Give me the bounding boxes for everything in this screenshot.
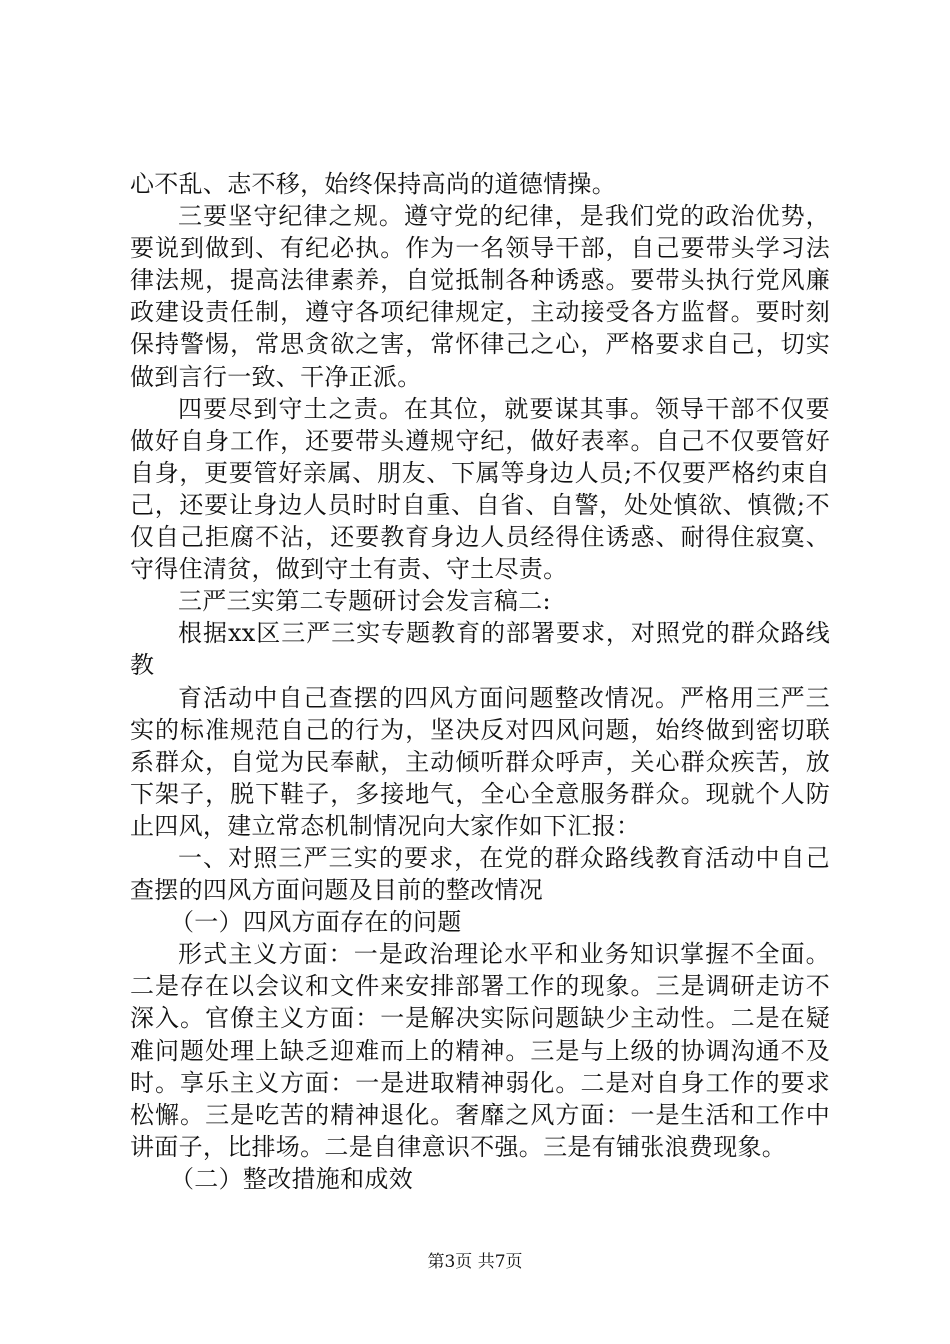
heading-subsection-one: （一）四风方面存在的问题 bbox=[170, 908, 462, 937]
paragraph-discipline: 三要坚守纪律之规。遵守党的纪律，是我们党的政治优势，要说到做到、有纪必执。作为一名领导干部，自己要带头学习法律法规，提高法律素养，自觉抵制各种诱惑。要带头执行党风廉政建设责任制，遵守各项纪律规定，主动接受各方监督。要时刻保持警惕，常思贪欲之害，常怀律己之心，严格要求自己，切实做到言行一致、干净正派。 bbox=[130, 202, 830, 391]
paragraph-continuation: 心不乱、志不移，始终保持高尚的道德情操。 bbox=[130, 170, 616, 198]
page-footer bbox=[0, 1247, 950, 1272]
heading-subsection-two: （二）整改措施和成效 bbox=[170, 1164, 413, 1193]
paragraph-intro-line: 根据xx区三严三实专题教育的部署要求，对照党的群众路线教 bbox=[130, 619, 830, 680]
paragraph-problems: 形式主义方面：一是政治理论水平和业务知识掌握不全面。二是存在以会议和文件来安排部署工作的现象。三是调研走访不深入。官僚主义方面：一是解决实际问题缺少主动性。二是在疑难问题处理上缺乏迎难而上的精神。三是与上级的协调沟通不及时。享乐主义方面：一是进取精神弱化。二是对自身工作的要求松懈。三是吃苦的精神退化。奢靡之风方面：一是生活和工作中讲面子，比排场。二是自律意识不强。三是有铺张浪费现象。 bbox=[130, 940, 830, 1161]
paragraph-responsibility: 四要尽到守土之责。在其位，就要谋其事。领导干部不仅要做好自身工作，还要带头遵规守纪，做好表率。自己不仅要管好自身，更要管好亲属、朋友、下属等身边人员;不仅要严格约束自己，还要让身边人员时时自重、自省、自警，处处慎欲、慎微;不仅自己拒腐不沾，还要教育身边人员经得住诱惑、耐得住寂寞、守得住清贫，做到守土有责、守土尽责。 bbox=[130, 394, 830, 584]
heading-part-one: 一、对照三严三实的要求，在党的群众路线教育活动中自己查摆的四风方面问题及目前的整改情况 bbox=[130, 843, 830, 905]
section-heading-speech-two: 三严三实第二专题研讨会发言稿二: bbox=[178, 587, 551, 616]
paragraph-rectification-overview: 育活动中自己查摆的四风方面问题整改情况。严格用三严三实的标准规范自己的行为，坚决反对四风问题，始终做到密切联系群众，自觉为民奉献，主动倾听群众呼声，关心群众疾苦，放下架子，脱下鞋子，多接地气，全心全意服务群众。现就个人防止四风，建立常态机制情况向大家作如下汇报： bbox=[130, 683, 830, 840]
page-number-label: 第3页 共7页 bbox=[427, 1252, 523, 1272]
document-body bbox=[130, 168, 830, 1195]
